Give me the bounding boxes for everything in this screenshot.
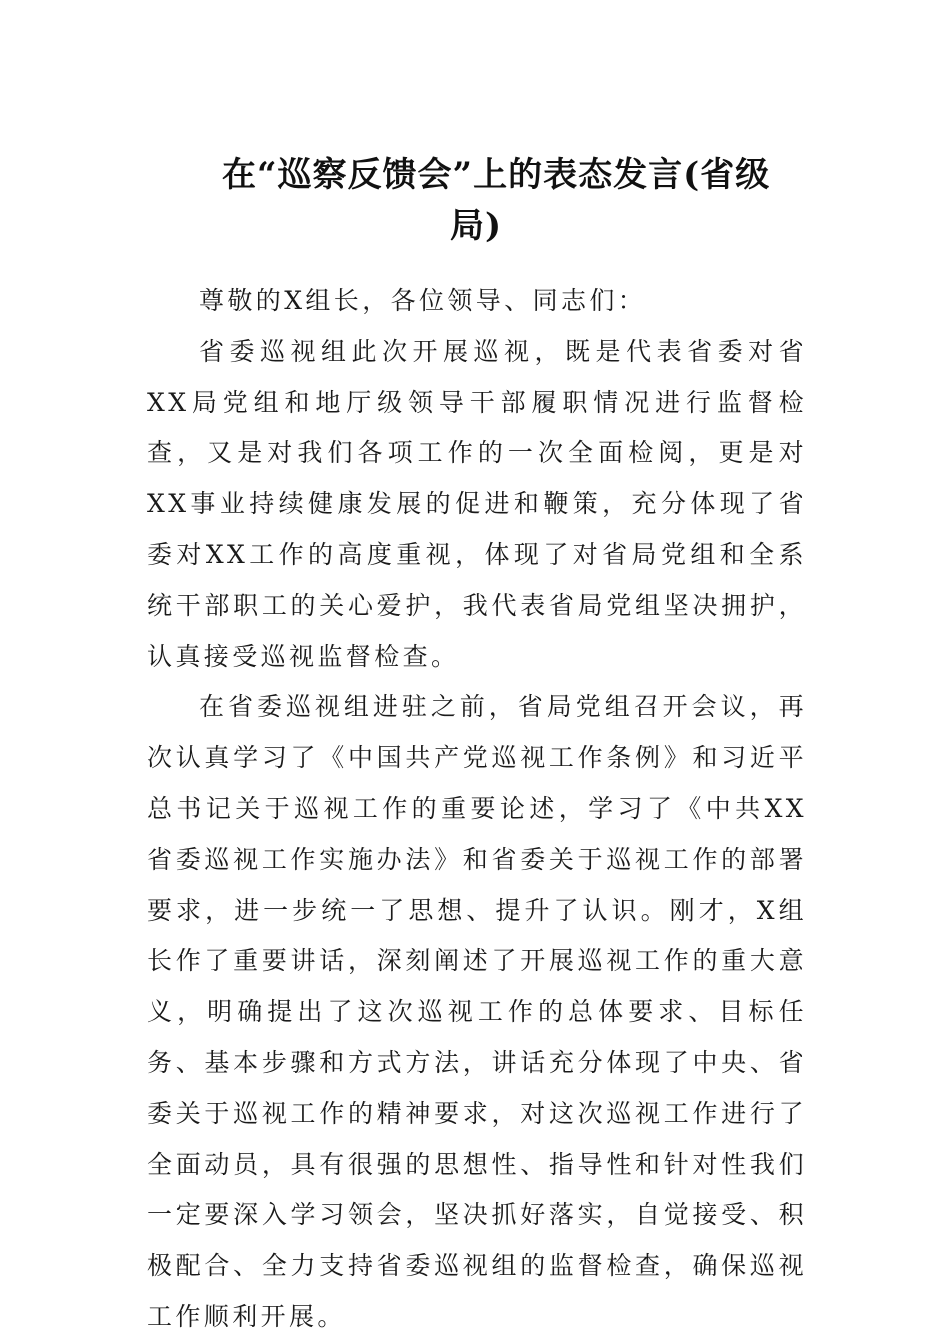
paragraph-2: 在省委巡视组进驻之前，省局党组召开会议，再次认真学习了《中国共产党巡视工作条例》和习近平总书记关于巡视工作的重要论述，学习了《中共XX省委巡视工作实施办法》和省委关于巡视工作的部署要求，进一步统一了思想、提升了认识。刚才，X组长作了重要讲话，深刻阐述了开展巡视工作的重大意义，明确提出了这次巡视工作的总体要求、目标任务、基本步骤和方式方法，讲话充分体现了中央、省委关于巡视工作的精神要求，对这次巡视工作进行了全面动员，具有很强的思想性、指导性和针对性我们一定要深入学习领会，坚决抓好落实，自觉接受、积极配合、全力支持省委巡视组的监督检查，确保巡视工作顺利开展。 bbox=[147, 692, 807, 1331]
salutation: 尊敬的X组长，各位领导、同志们： bbox=[199, 286, 647, 315]
document-body bbox=[147, 276, 807, 1343]
title-block bbox=[200, 150, 810, 252]
title-line-2: 局) bbox=[450, 206, 503, 246]
document-title bbox=[200, 150, 810, 252]
title-line-1: 在“巡察反馈会”上的表态发言(省级 bbox=[222, 155, 771, 195]
paragraph-1: 省委巡视组此次开展巡视，既是代表省委对省XX局党组和地厅级领导干部履职情况进行监督检查，又是对我们各项工作的一次全面检阅，更是对XX事业持续健康发展的促进和鞭策，充分体现了省委对XX工作的高度重视，体现了对省局党组和全系统干部职工的关心爱护，我代表省局党组坚决拥护，认真接受巡视监督检查。 bbox=[147, 336, 807, 671]
